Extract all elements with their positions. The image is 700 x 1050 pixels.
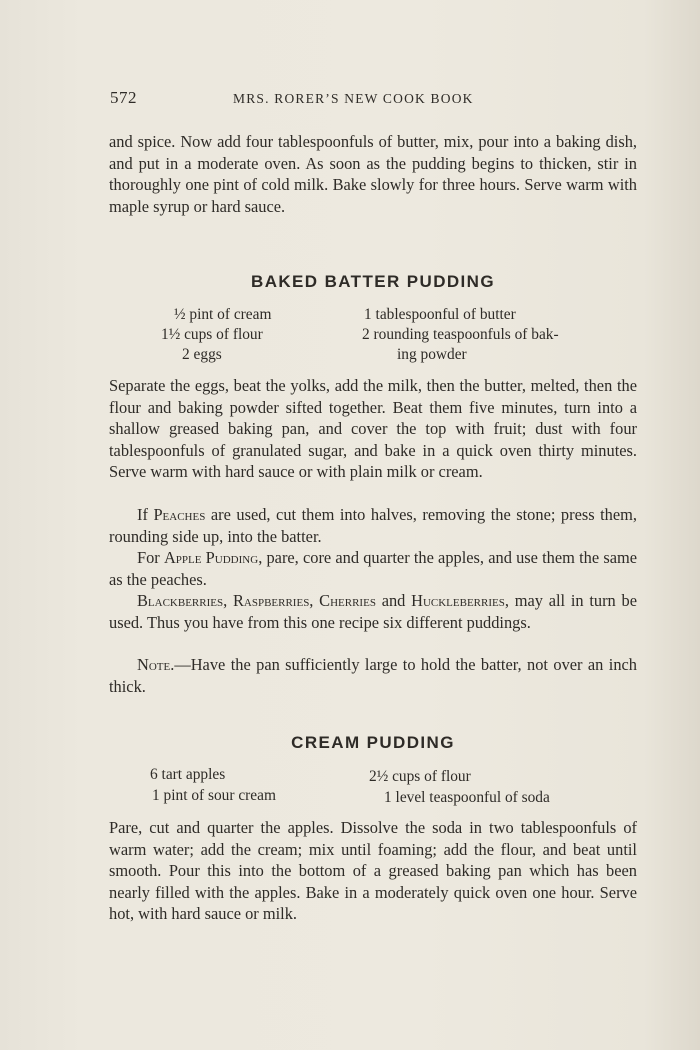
ingredient-item: 1 pint of sour cream [152,787,276,804]
apple-pudding-term: Apple Pudding [163,548,259,567]
baked-batter-pudding-title: BAKED BATTER PUDDING [251,272,495,291]
book-title: MRS. RORER’S NEW COOK BOOK [233,91,474,106]
berries-term: Blackberries, Raspberries, Cherries [137,591,376,610]
ingredient-item: 2 rounding teaspoonfuls of bak- [362,326,559,343]
ingredient-item: 6 tart apples [150,766,226,783]
peaches-paragraph: If Peaches are used, cut them into halves, removing the stone; press them, rounding side up, into the batter. [109,505,637,546]
ingredient-item: 2 eggs [182,346,222,363]
ingredient-item: ing powder [397,346,467,363]
ingredient-item: 1½ cups of flour [161,326,263,343]
ingredient-item: 1 level teaspoonful of soda [384,789,550,806]
running-head [110,88,640,112]
baked-batter-method: Separate the eggs, beat the yolks, add the milk, then the butter, melted, then the flour and baking powder sifted together. Beat them five minutes, turn into a shallow greased baking pan, and cover the top with fruit; dust with four tablespoonfuls of granulated sugar, and bake in a quick oven thirty minutes. Serve warm with hard sauce or with plain milk or cream. [109,376,637,481]
cream-pudding-title: CREAM PUDDING [291,733,455,752]
note-term: Note. [137,655,175,674]
page-number: 572 [110,88,137,107]
ingredient-item: ½ pint of cream [174,306,272,323]
note-paragraph: Note.—Have the pan sufficiently large to hold the batter, not over an inch thick. [109,655,637,696]
cream-pudding-method: Pare, cut and quarter the apples. Dissolve the soda in two tablespoonfuls of warm water; add the cream; mix until foaming; add the flour, and beat until smooth. Pour this into the bottom of a greased baking pan which has been nearly filled with the apples. Bake in a moderately quick oven one hour. Serve hot, with hard sauce or milk. [109,818,637,923]
huckleberries-term: Huckleberries [411,591,505,610]
ingredient-item: 1 tablespoonful of butter [364,306,516,323]
apple-pudding-paragraph: For Apple Pudding, pare, core and quarter the apples, and use them the same as the peaches. [109,548,637,589]
intro-paragraph: and spice. Now add four tablespoonfuls of butter, mix, pour into a baking dish, and put in a moderate oven. As soon as the pudding begins to thicken, stir in thoroughly one pint of cold milk. Bake slowly for three hours. Serve warm with maple syrup or hard sauce. [109,132,637,216]
peaches-term: Peaches [153,505,206,524]
ingredient-item: 2½ cups of flour [369,768,471,785]
berries-paragraph: Blackberries, Raspberries, Cherries and Huckleberries, may all in turn be used. Thus you have from this one recipe six different puddings. [109,591,637,632]
